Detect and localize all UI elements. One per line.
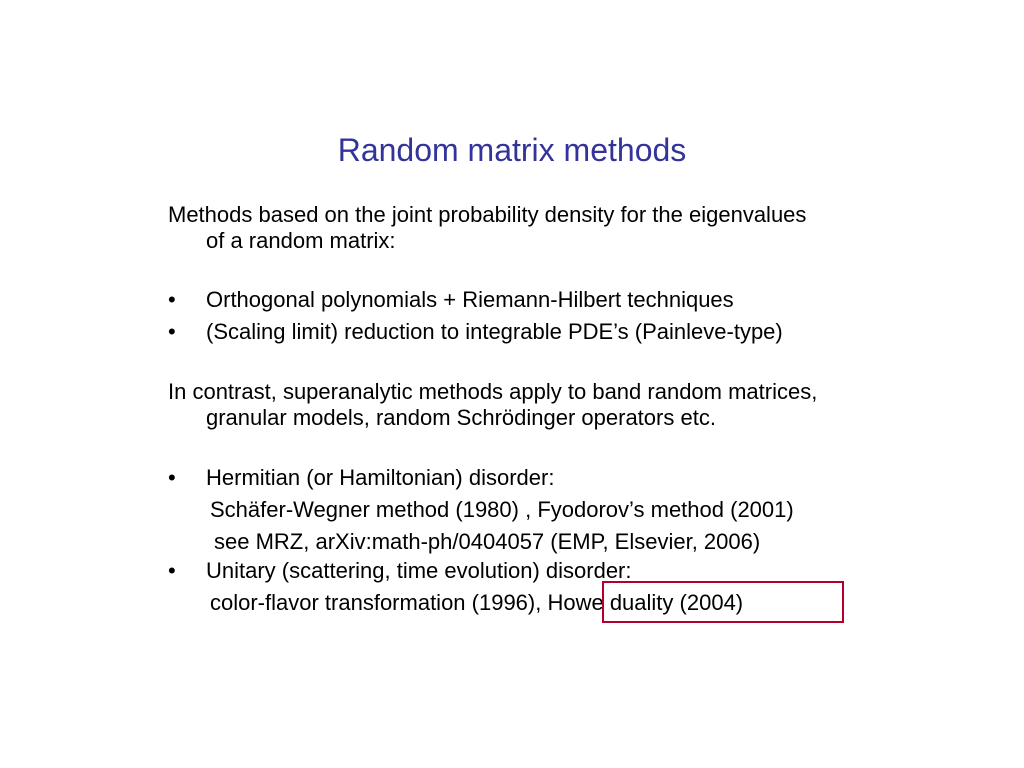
hermitian-sub-2: see MRZ, arXiv:math-ph/0404057 (EMP, Elsevier, 2006) bbox=[214, 529, 761, 554]
intro-line-2: of a random matrix: bbox=[206, 228, 396, 253]
hermitian-sub-1: Schäfer-Wegner method (1980) , Fyodorov’s method (2001) bbox=[210, 497, 794, 522]
howe-duality-highlight-box bbox=[602, 581, 844, 623]
hermitian-label: Hermitian (or Hamiltonian) disorder: bbox=[206, 465, 555, 490]
bullet-marker: • bbox=[168, 319, 176, 344]
bullet-marker: • bbox=[168, 465, 176, 490]
bullet-marker: • bbox=[168, 558, 176, 583]
contrast-line-1: In contrast, superanalytic methods apply to band random matrices, bbox=[168, 379, 818, 404]
contrast-line-2: granular models, random Schrödinger operators etc. bbox=[206, 405, 716, 430]
bullet-orthogonal-polynomials: Orthogonal polynomials + Riemann-Hilbert techniques bbox=[206, 287, 734, 312]
intro-line-1: Methods based on the joint probability density for the eigenvalues bbox=[168, 202, 807, 227]
unitary-label: Unitary (scattering, time evolution) disorder: bbox=[206, 558, 632, 583]
bullet-marker: • bbox=[168, 287, 176, 312]
slide-title: Random matrix methods bbox=[337, 132, 687, 168]
unitary-sub-1: color-flavor transformation (1996), Howe duality (2004) bbox=[210, 590, 744, 615]
bullet-scaling-limit: (Scaling limit) reduction to integrable PDE’s (Painleve-type) bbox=[206, 319, 783, 344]
